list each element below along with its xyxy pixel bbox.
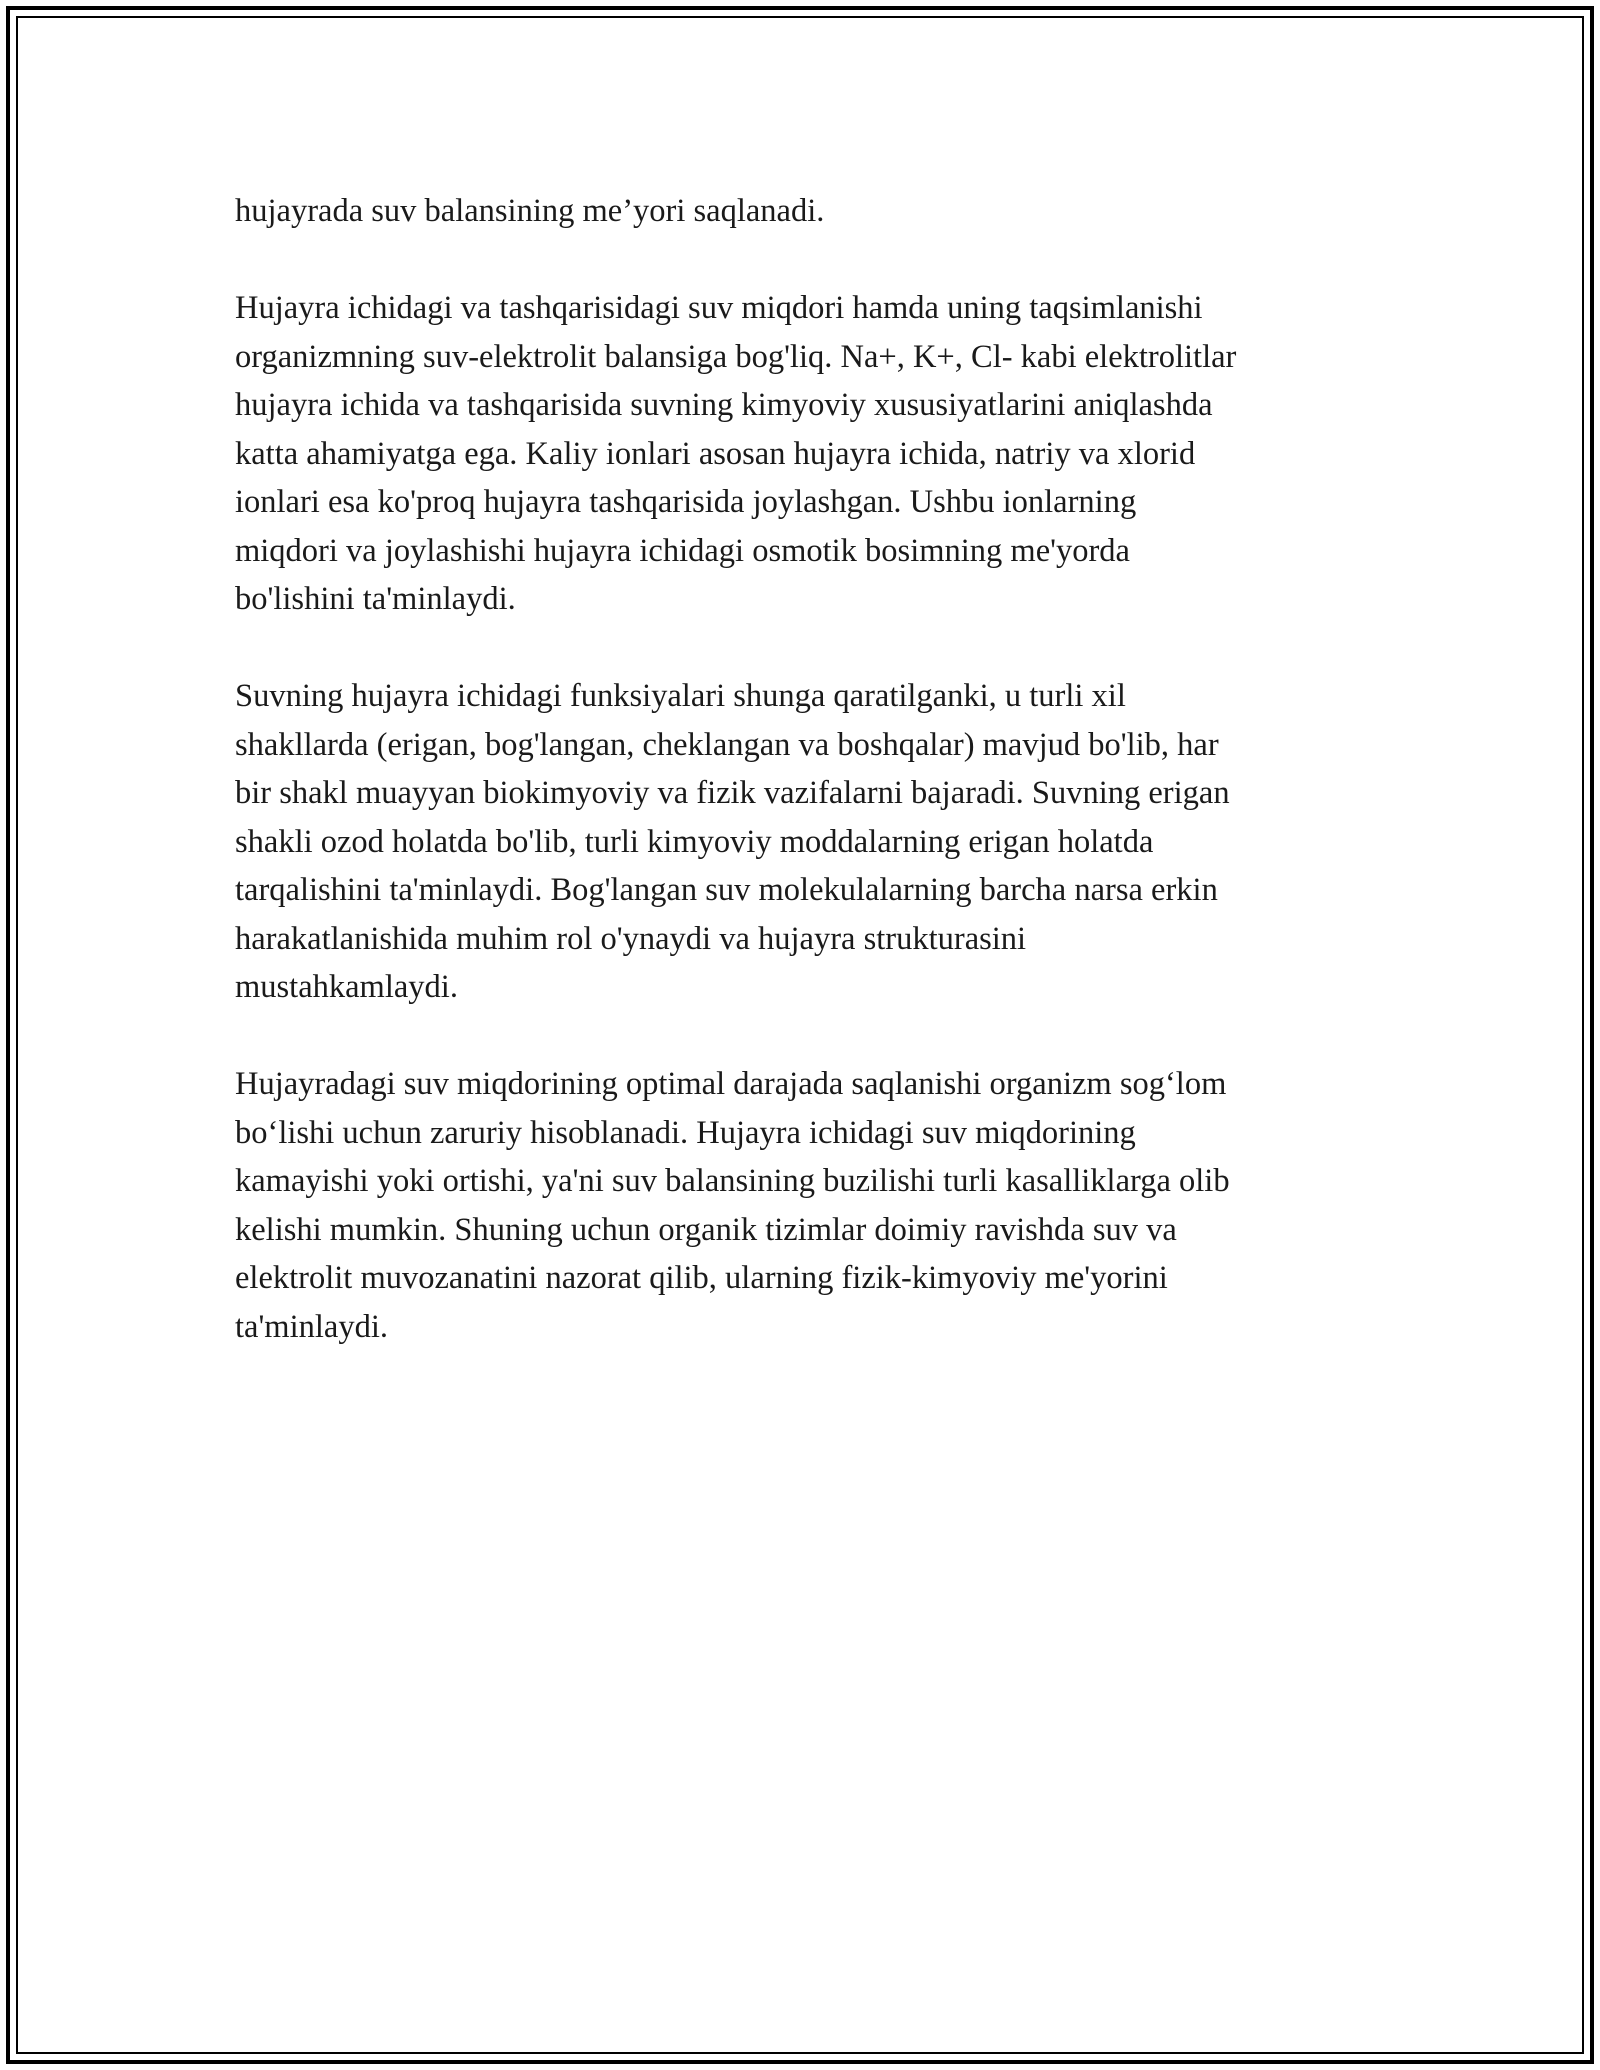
text-line: mustahkamlaydi. xyxy=(235,969,458,1005)
text-line: bir shakl muayyan biokimyoviy va fizik vazifalarni bajaradi. Suvning erigan xyxy=(235,775,1230,811)
text-line: elektrolit muvozanatini nazorat qilib, ularning fizik-kimyoviy me'yorini xyxy=(235,1260,1168,1296)
text-line: shakli ozod holatda bo'lib, turli kimyoviy moddalarning erigan holatda xyxy=(235,823,1154,860)
text-line: Hujayradagi suv miqdorining optimal darajada saqlanishi organizm sog‘lom xyxy=(235,1066,1227,1102)
text-line: kamayishi yoki ortishi, ya'ni suv balansining buzilishi turli kasalliklarga olib xyxy=(235,1163,1230,1199)
paragraph-gap xyxy=(235,624,1385,673)
text-line: Hujayra ichidagi va tashqarisidagi suv miqdori hamda uning taqsimlanishi xyxy=(235,290,1203,326)
paragraph-4 xyxy=(235,1060,1385,1351)
text-line: kelishi mumkin. Shuning uchun organik tizimlar doimiy ravishda suv va xyxy=(235,1211,1177,1248)
paragraph-1 xyxy=(235,187,1385,236)
text-line: bo‘lishi uchun zaruriy hisoblanadi. Hujayra ichidagi suv miqdorining xyxy=(235,1114,1136,1151)
text-line: ionlari esa ko'proq hujayra tashqarisida joylashgan. Ushbu ionlarning xyxy=(235,484,1137,520)
paragraph-3 xyxy=(235,672,1385,1012)
paragraph-gap xyxy=(235,236,1385,285)
text-line: shakllarda (erigan, bog'langan, cheklangan va boshqalar) mavjud bo'lib, har xyxy=(235,726,1219,763)
paragraph-gap xyxy=(235,1012,1385,1061)
text-line: bo'lishini ta'minlaydi. xyxy=(235,581,516,617)
text-line: tarqalishini ta'minlaydi. Bog'langan suv molekulalarning barcha narsa erkin xyxy=(235,872,1218,908)
document-body xyxy=(235,187,1385,1351)
text-line: Suvning hujayra ichidagi funksiyalari shunga qaratilganki, u turli xil xyxy=(235,678,1126,714)
text-line: hujayra ichida va tashqarisida suvning kimyoviy xususiyatlarini aniqlashda xyxy=(235,387,1213,423)
text-line: hujayrada suv balansining me’yori saqlanadi. xyxy=(235,193,825,229)
text-line: ta'minlaydi. xyxy=(235,1308,388,1345)
text-line: miqdori va joylashishi hujayra ichidagi osmotik bosimning me'yorda xyxy=(235,532,1130,569)
text-line: katta ahamiyatga ega. Kaliy ionlari asosan hujayra ichida, natriy va xlorid xyxy=(235,435,1196,472)
paragraph-2 xyxy=(235,284,1385,624)
text-line: harakatlanishida muhim rol o'ynaydi va hujayra strukturasini xyxy=(235,920,1027,957)
text-line: organizmning suv-elektrolit balansiga bog'liq. Na+, K+, Cl- kabi elektrolitlar xyxy=(235,338,1237,375)
